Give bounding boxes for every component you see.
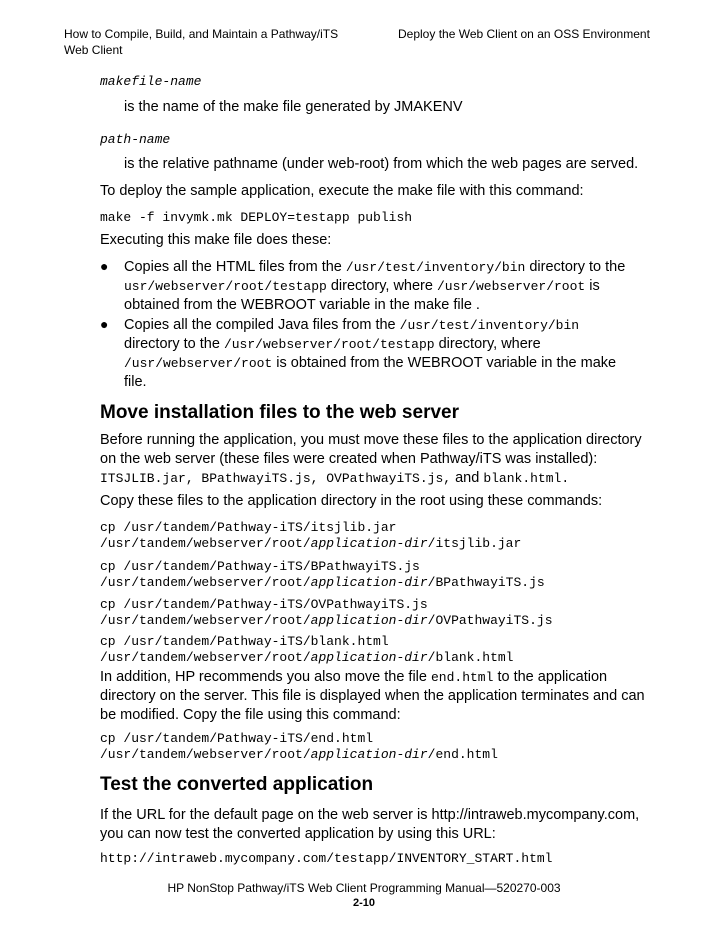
copy-command: cp /usr/tandem/Pathway-iTS/end.html /usr/tandem/webserver/root/application-dir/end.html <box>100 731 498 762</box>
def-term: path-name <box>100 132 171 147</box>
page-number: 2-10 <box>352 897 376 909</box>
bullet-dot: ● <box>100 258 109 274</box>
paragraph: In addition, HP recommends you also move the file end.html to the application directory on the server. This file is displayed when the application terminates and can be modified. Copy the file using this command: <box>100 669 645 723</box>
bullet-dot: ● <box>100 316 109 332</box>
copy-command: cp /usr/tandem/Pathway-iTS/OVPathwayiTS.js /usr/tandem/webserver/root/application-dir/OVPathwayiTS.js <box>100 597 553 628</box>
paragraph: Before running the application, you must move these files to the application directory on the web server (these files were created when Pathway/iTS was installed): ITSJLIB.jar, BPathwayiTS.js, OVPathwayiTS.js, and blank.html. <box>100 432 642 486</box>
def-term: makefile-name <box>100 74 202 89</box>
url-text: http://intraweb.mycompany.com/testapp/INVENTORY_START.html <box>100 851 553 866</box>
executing-text: Executing this make file does these: <box>100 232 332 248</box>
def-desc: is the relative pathname (under web-root) from which the web pages are served. <box>124 156 639 172</box>
section-heading: Test the converted application <box>100 774 374 795</box>
footer-manual-title: HP NonStop Pathway/iTS Web Client Programming Manual—520270-003 <box>167 881 561 895</box>
paragraph: If the URL for the default page on the web server is http://intraweb.mycompany.com, you can now test the converted application by using this URL: <box>100 807 640 842</box>
copy-command: cp /usr/tandem/Pathway-iTS/blank.html /usr/tandem/webserver/root/application-dir/blank.html <box>100 634 514 665</box>
bullet-item: Copies all the compiled Java files from the /usr/test/inventory/bin directory to the /usr/webserver/root/testapp directory, where /usr/webserver/root is obtained from the WEBROOT variable in the make file. <box>124 317 617 390</box>
def-desc: is the name of the make file generated by JMAKENV <box>124 99 463 115</box>
paragraph: Copy these files to the application directory in the root using these commands: <box>100 493 603 509</box>
copy-command: cp /usr/tandem/Pathway-iTS/itsjlib.jar /usr/tandem/webserver/root/application-dir/itsjlib.jar <box>100 520 522 551</box>
running-header-right: Deploy the Web Client on an OSS Environment <box>398 27 650 41</box>
copy-command: cp /usr/tandem/Pathway-iTS/BPathwayiTS.js /usr/tandem/webserver/root/application-dir/BPathwayiTS.js <box>100 559 545 590</box>
running-header-left: How to Compile, Build, and Maintain a Pathway/iTS Web Client <box>64 27 339 57</box>
bullet-item: Copies all the HTML files from the /usr/test/inventory/bin directory to the usr/webserver/root/testapp directory, where /usr/webserver/root is obtained from the WEBROOT variable in the make file . <box>124 259 626 313</box>
deploy-intro: To deploy the sample application, execute the make file with this command: <box>100 183 584 199</box>
deploy-command: make -f invymk.mk DEPLOY=testapp publish <box>100 210 413 225</box>
section-heading: Move installation files to the web server <box>100 402 459 423</box>
